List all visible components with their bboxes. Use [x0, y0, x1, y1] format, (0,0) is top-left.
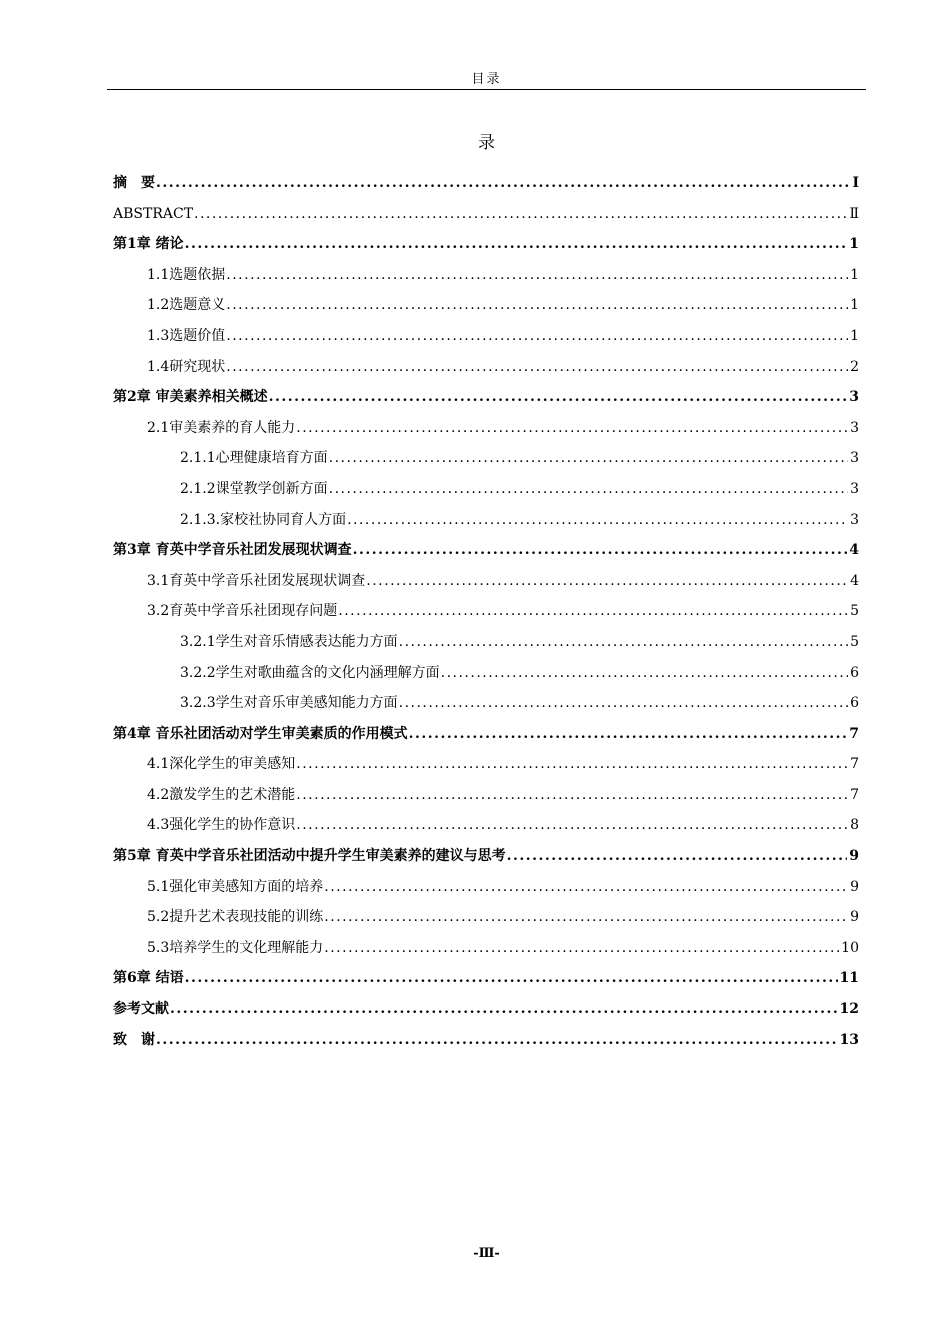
- toc-entry-page: Ⅰ: [852, 175, 859, 191]
- toc-entry-label: 5.2提升艺术表现技能的训练: [147, 909, 324, 926]
- toc-leader-dots: [268, 382, 848, 413]
- toc-entry-page: 1: [850, 297, 859, 314]
- toc-leader-dots: [295, 810, 848, 841]
- toc-leader-dots: [408, 719, 848, 750]
- toc-leader-dots: [225, 260, 848, 291]
- toc-leader-dots: [398, 627, 848, 658]
- toc-entry-page: 3: [850, 511, 859, 528]
- toc-entry[interactable]: [113, 290, 859, 321]
- toc-leader-dots: [184, 229, 848, 260]
- toc-entry[interactable]: [113, 719, 859, 750]
- toc-leader-dots: [193, 199, 847, 230]
- toc-entry-label: 2.1.1心理健康培育方面: [180, 450, 328, 467]
- toc-entry[interactable]: [113, 596, 859, 627]
- toc-entry-label: 3.2育英中学音乐社团现存问题: [147, 603, 338, 620]
- toc-leader-dots: [352, 535, 848, 566]
- toc-leader-dots: [225, 290, 848, 321]
- toc-entry-label: 摘 要: [113, 175, 155, 191]
- toc-leader-dots: [295, 749, 848, 780]
- toc-entry-page: 9: [850, 878, 859, 895]
- toc-entry[interactable]: [113, 963, 859, 994]
- toc-leader-dots: [225, 352, 848, 383]
- toc-entry-page: 5: [850, 633, 859, 650]
- toc-leader-dots: [328, 474, 848, 505]
- toc-leader-dots: [365, 566, 848, 597]
- toc-entry-page: 8: [850, 817, 859, 834]
- toc-leader-dots: [323, 933, 839, 964]
- toc-entry-page: 3: [850, 419, 859, 436]
- toc-leader-dots: [440, 658, 848, 689]
- toc-entry-page: Ⅱ: [849, 205, 859, 222]
- page-number: -Ⅲ-: [473, 1246, 500, 1261]
- toc-entry-page: 7: [850, 756, 859, 773]
- toc-entry[interactable]: [113, 749, 859, 780]
- toc-entry-label: 第3章 育英中学音乐社团发展现状调查: [113, 542, 352, 559]
- toc-entry-label: 4.3强化学生的协作意识: [147, 817, 296, 834]
- toc-entry[interactable]: [113, 841, 859, 872]
- toc-entry-label: 4.2激发学生的艺术潜能: [147, 786, 296, 803]
- toc-entry-page: 4: [849, 542, 859, 559]
- toc-entry-label: 第4章 音乐社团活动对学生审美素质的作用模式: [113, 725, 408, 742]
- toc-entry[interactable]: [113, 199, 859, 230]
- toc-entry-page: 10: [841, 939, 859, 956]
- toc-entry[interactable]: [113, 505, 859, 536]
- toc-entry-label: 第6章 结语: [113, 970, 184, 987]
- toc-entry[interactable]: [113, 535, 859, 566]
- toc-entry-page: 5: [850, 603, 859, 620]
- toc-leader-dots: [184, 963, 838, 994]
- toc-entry-label: 3.2.3学生对音乐审美感知能力方面: [180, 695, 398, 712]
- toc-leader-dots: [169, 994, 838, 1025]
- toc-entry-page: 2: [850, 358, 859, 375]
- running-header: 目录: [471, 72, 502, 87]
- toc-entry-page: 1: [849, 236, 859, 253]
- toc-entry-page: 7: [850, 786, 859, 803]
- toc-entry-page: 9: [850, 909, 859, 926]
- toc-entry-page: 9: [849, 848, 859, 865]
- toc-entry[interactable]: [113, 352, 859, 383]
- toc-leader-dots: [398, 688, 848, 719]
- toc-entry-label: 1.3选题价值: [147, 327, 226, 344]
- toc-entry-label: ABSTRACT: [113, 205, 194, 222]
- toc-leader-dots: [323, 902, 848, 933]
- toc-entry[interactable]: [113, 413, 859, 444]
- toc-entry-page: 1: [850, 327, 859, 344]
- toc-entry[interactable]: [113, 688, 859, 719]
- toc-entry-label: 1.1选题依据: [147, 266, 226, 283]
- toc-leader-dots: [295, 413, 848, 444]
- toc-entry-label: 1.4研究现状: [147, 358, 226, 375]
- toc-title: 录: [478, 133, 495, 153]
- toc-entry-label: 4.1深化学生的审美感知: [147, 756, 296, 773]
- toc-entry[interactable]: [113, 627, 859, 658]
- toc-entry-label: 3.2.1学生对音乐情感表达能力方面: [180, 633, 398, 650]
- toc-entry-label: 5.3培养学生的文化理解能力: [147, 939, 324, 956]
- toc-entry[interactable]: [113, 810, 859, 841]
- toc-entry-label: 5.1强化审美感知方面的培养: [147, 878, 324, 895]
- toc-entry-page: 12: [839, 1001, 859, 1018]
- toc-entry-page: 11: [839, 970, 859, 987]
- toc-entry-label: 致 谢: [113, 1031, 155, 1048]
- toc-entry[interactable]: [113, 168, 859, 199]
- toc-entry-page: 4: [850, 572, 859, 589]
- toc-entry-label: 1.2选题意义: [147, 297, 226, 314]
- toc-leader-dots: [346, 505, 848, 536]
- toc-leader-dots: [155, 168, 850, 199]
- toc-entry[interactable]: [113, 933, 859, 964]
- toc-leader-dots: [155, 1025, 838, 1056]
- toc-entry[interactable]: [113, 260, 859, 291]
- toc-entry[interactable]: [113, 994, 859, 1025]
- toc-leader-dots: [225, 321, 848, 352]
- toc-entry-page: 3: [850, 480, 859, 497]
- toc-entry-label: 2.1.2课堂教学创新方面: [180, 480, 328, 497]
- toc-entry-page: 3: [849, 389, 859, 406]
- toc-entry[interactable]: [113, 321, 859, 352]
- toc-leader-dots: [337, 596, 848, 627]
- toc-entry[interactable]: [113, 1025, 859, 1056]
- toc-entry[interactable]: [113, 780, 859, 811]
- toc-entry[interactable]: [113, 474, 859, 505]
- toc-entry[interactable]: [113, 902, 859, 933]
- toc-entry-page: 1: [850, 266, 859, 283]
- toc-entry-label: 2.1.3.家校社协同育人方面: [180, 511, 347, 528]
- toc-entry-label: 参考文献: [113, 1001, 169, 1018]
- toc-entry-label: 第1章 绪论: [113, 236, 184, 253]
- table-of-contents: [113, 168, 859, 1055]
- toc-entry-label: 3.1育英中学音乐社团发展现状调查: [147, 572, 366, 589]
- toc-entry-page: 7: [849, 725, 859, 742]
- toc-entry[interactable]: [113, 566, 859, 597]
- toc-entry-page: 3: [850, 450, 859, 467]
- toc-entry-label: 3.2.2学生对歌曲蕴含的文化内涵理解方面: [180, 664, 440, 681]
- toc-entry-page: 6: [850, 695, 859, 712]
- toc-entry-label: 第5章 育英中学音乐社团活动中提升学生审美素养的建议与思考: [113, 848, 506, 865]
- toc-leader-dots: [323, 872, 848, 903]
- toc-entry[interactable]: [113, 443, 859, 474]
- toc-entry[interactable]: [113, 872, 859, 903]
- header-rule: [107, 89, 866, 90]
- toc-entry[interactable]: [113, 658, 859, 689]
- toc-entry[interactable]: [113, 382, 859, 413]
- toc-leader-dots: [506, 841, 848, 872]
- toc-entry[interactable]: [113, 229, 859, 260]
- toc-entry-page: 13: [839, 1031, 859, 1048]
- toc-leader-dots: [328, 443, 848, 474]
- toc-entry-page: 6: [850, 664, 859, 681]
- toc-entry-label: 2.1审美素养的育人能力: [147, 419, 296, 436]
- toc-leader-dots: [295, 780, 848, 811]
- toc-entry-label: 第2章 审美素养相关概述: [113, 389, 268, 406]
